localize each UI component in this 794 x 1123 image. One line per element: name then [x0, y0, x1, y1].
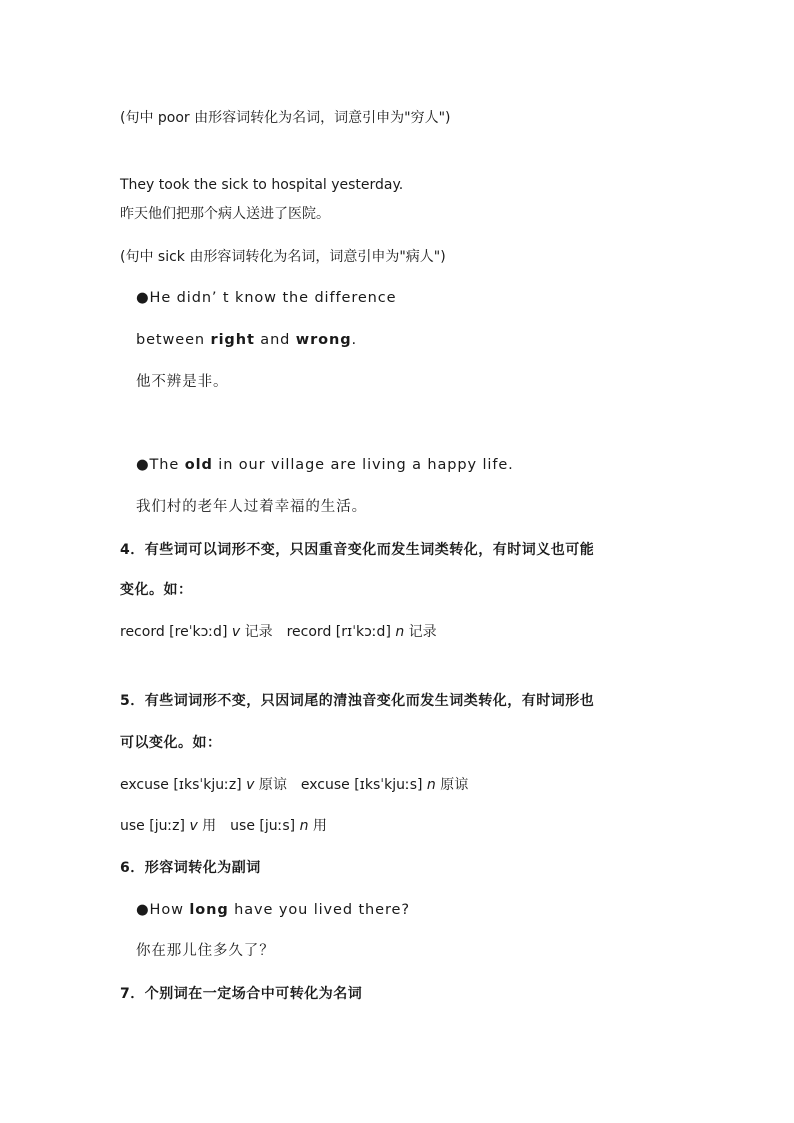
- pos-noun: n: [426, 777, 436, 793]
- pos-verb: v: [231, 624, 241, 640]
- example-use: [120, 816, 327, 836]
- text: 原谅: [435, 777, 469, 793]
- example-right-zh: 他不辨是非。: [136, 374, 229, 390]
- bold-old: old: [184, 457, 213, 473]
- example-old-zh: 我们村的老年人过着幸福的生活。: [136, 499, 367, 515]
- text: have you lived there?: [228, 902, 410, 918]
- text: in our village are living a happy life.: [212, 457, 514, 473]
- example-right-en-line2: [136, 330, 357, 350]
- pos-verb: v: [246, 777, 255, 793]
- text: ●How: [136, 902, 190, 918]
- text: between: [136, 332, 211, 348]
- pos-noun: n: [395, 624, 405, 640]
- section-4-heading-line1: 4．有些词可以词形不变，只因重音变化而发生词类转化，有时词义也可能: [120, 542, 595, 558]
- text: record [reˈkɔːd]: [120, 624, 232, 640]
- text: and: [254, 332, 296, 348]
- example-long-en: [136, 900, 410, 920]
- text: .: [351, 332, 358, 348]
- text: 原谅 excuse [ɪksˈkjuːs]: [254, 777, 427, 793]
- pos-verb: v: [189, 818, 198, 834]
- example-right-en-line1: ●He didn’ t know the difference: [136, 290, 397, 306]
- example-long-zh: 你在那儿住多久了？: [136, 943, 275, 959]
- section-5-heading-line2: 可以变化。如：: [120, 735, 222, 751]
- note-poor: (句中 poor 由形容词转化为名词，词意引申为"穷人"): [120, 110, 451, 126]
- section-6-heading: 6．形容词转化为副词: [120, 860, 261, 876]
- example-sick-en: They took the sick to hospital yesterday.: [120, 177, 404, 193]
- bold-wrong: wrong: [295, 332, 352, 348]
- example-sick-zh: 昨天他们把那个病人送进了医院。: [120, 206, 330, 222]
- note-sick: (句中 sick 由形容词转化为名词，词意引申为"病人"): [120, 249, 446, 265]
- text: ●The: [136, 457, 185, 473]
- bold-right: right: [210, 332, 255, 348]
- example-excuse: [120, 775, 468, 795]
- section-4-heading-line2: 变化。如：: [120, 582, 193, 598]
- pos-noun: n: [299, 818, 309, 834]
- section-7-heading: 7．个别词在一定场合中可转化为名词: [120, 986, 363, 1002]
- text: 用: [308, 818, 327, 834]
- bold-long: long: [189, 902, 229, 918]
- example-old-en: [136, 455, 514, 475]
- text: use [juːz]: [120, 818, 190, 834]
- section-5-heading-line1: 5．有些词词形不变，只因词尾的清浊音变化而发生词类转化，有时词形也: [120, 693, 595, 709]
- text: excuse [ɪksˈkjuːz]: [120, 777, 247, 793]
- text: 记录 record [rɪˈkɔːd]: [240, 624, 396, 640]
- text: 记录: [404, 624, 437, 640]
- text: 用 use [juːs]: [197, 818, 300, 834]
- example-record: [120, 622, 437, 642]
